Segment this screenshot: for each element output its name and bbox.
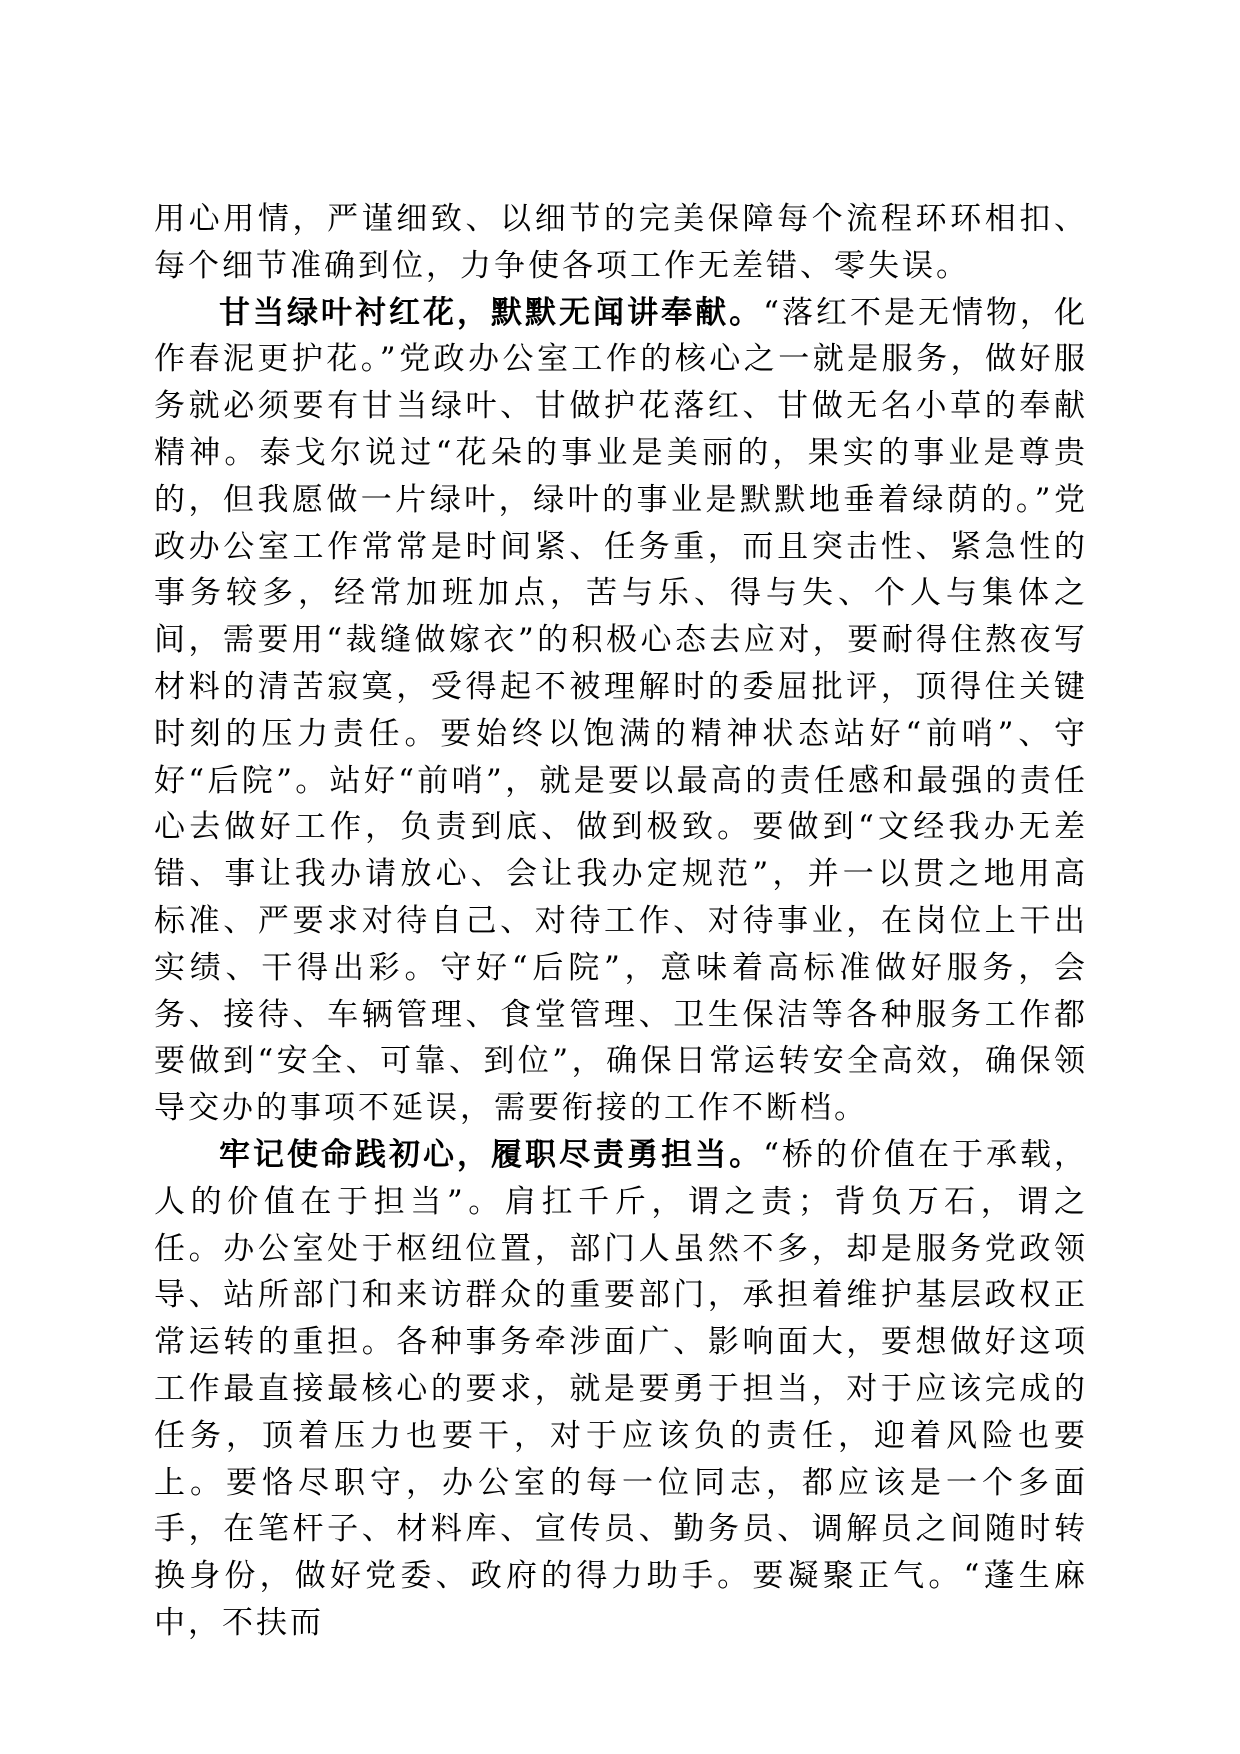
paragraph-text: “桥的价值在于承载，人的价值在于担当”。肩扛千斤，谓之责；背负万石，谓之任。办公室处于枢纽位置，部门人虽然不多，却是服务党政领导、站所部门和来访群众的重要部门，承担着维护基层政权正常运转的重担。各种事务牵涉面广、影响面大，要想做好这项工作最直接最核心的要求，就是要勇于担当，对于应该完成的任务，顶着压力也要干，对于应该负的责任，迎着风险也要上。要恪尽职守，办公室的每一位同志，都应该是一个多面手，在笔杆子、材料库、宣传员、勤务员、调解员之间随时转换身份，做好党委、政府的得力助手。要凝聚正气。“蓬生麻中，不扶而 xyxy=(154,1136,1088,1641)
document-body xyxy=(154,196,1088,1647)
paragraph-heading: 牢记使命践初心，履职尽责勇担当。 xyxy=(219,1136,764,1173)
paragraph-text: 用心用情，严谨细致、以细节的完美保障每个流程环环相扣、每个细节准确到位，力争使各项工作无差错、零失误。 xyxy=(154,201,1088,284)
paragraph-text: “落红不是无情物，化作春泥更护花。”党政办公室工作的核心之一就是服务，做好服务就必须要有甘当绿叶、甘做护花落红、甘做无名小草的奉献精神。泰戈尔说过“花朵的事业是美丽的，果实的事业是尊贵的，但我愿做一片绿叶，绿叶的事业是默默地垂着绿荫的。”党政办公室工作常常是时间紧、任务重，而且突击性、紧急性的事务较多，经常加班加点，苦与乐、得与失、个人与集体之间，需要用“裁缝做嫁衣”的积极心态去应对，要耐得住熬夜写材料的清苦寂寞，受得起不被理解时的委屈批评，顶得住关键时刻的压力责任。要始终以饱满的精神状态站好“前哨”、守好“后院”。站好“前哨”，就是要以最高的责任感和最强的责任心去做好工作，负责到底、做到极致。要做到“文经我办无差错、事让我办请放心、会让我办定规范”，并一以贯之地用高标准、严要求对待自己、对待工作、对待事业，在岗位上干出实绩、干得出彩。守好“后院”，意味着高标准做好服务，会务、接待、车辆管理、食堂管理、卫生保洁等各种服务工作都要做到“安全、可靠、到位”，确保日常运转安全高效，确保领导交办的事项不延误，需要衔接的工作不断档。 xyxy=(154,294,1088,1127)
paragraph-dedication xyxy=(154,290,1088,1132)
paragraph-heading: 甘当绿叶衬红花，默默无闻讲奉献。 xyxy=(219,294,764,331)
paragraph-mission xyxy=(154,1132,1088,1647)
paragraph-continuation xyxy=(154,196,1088,290)
